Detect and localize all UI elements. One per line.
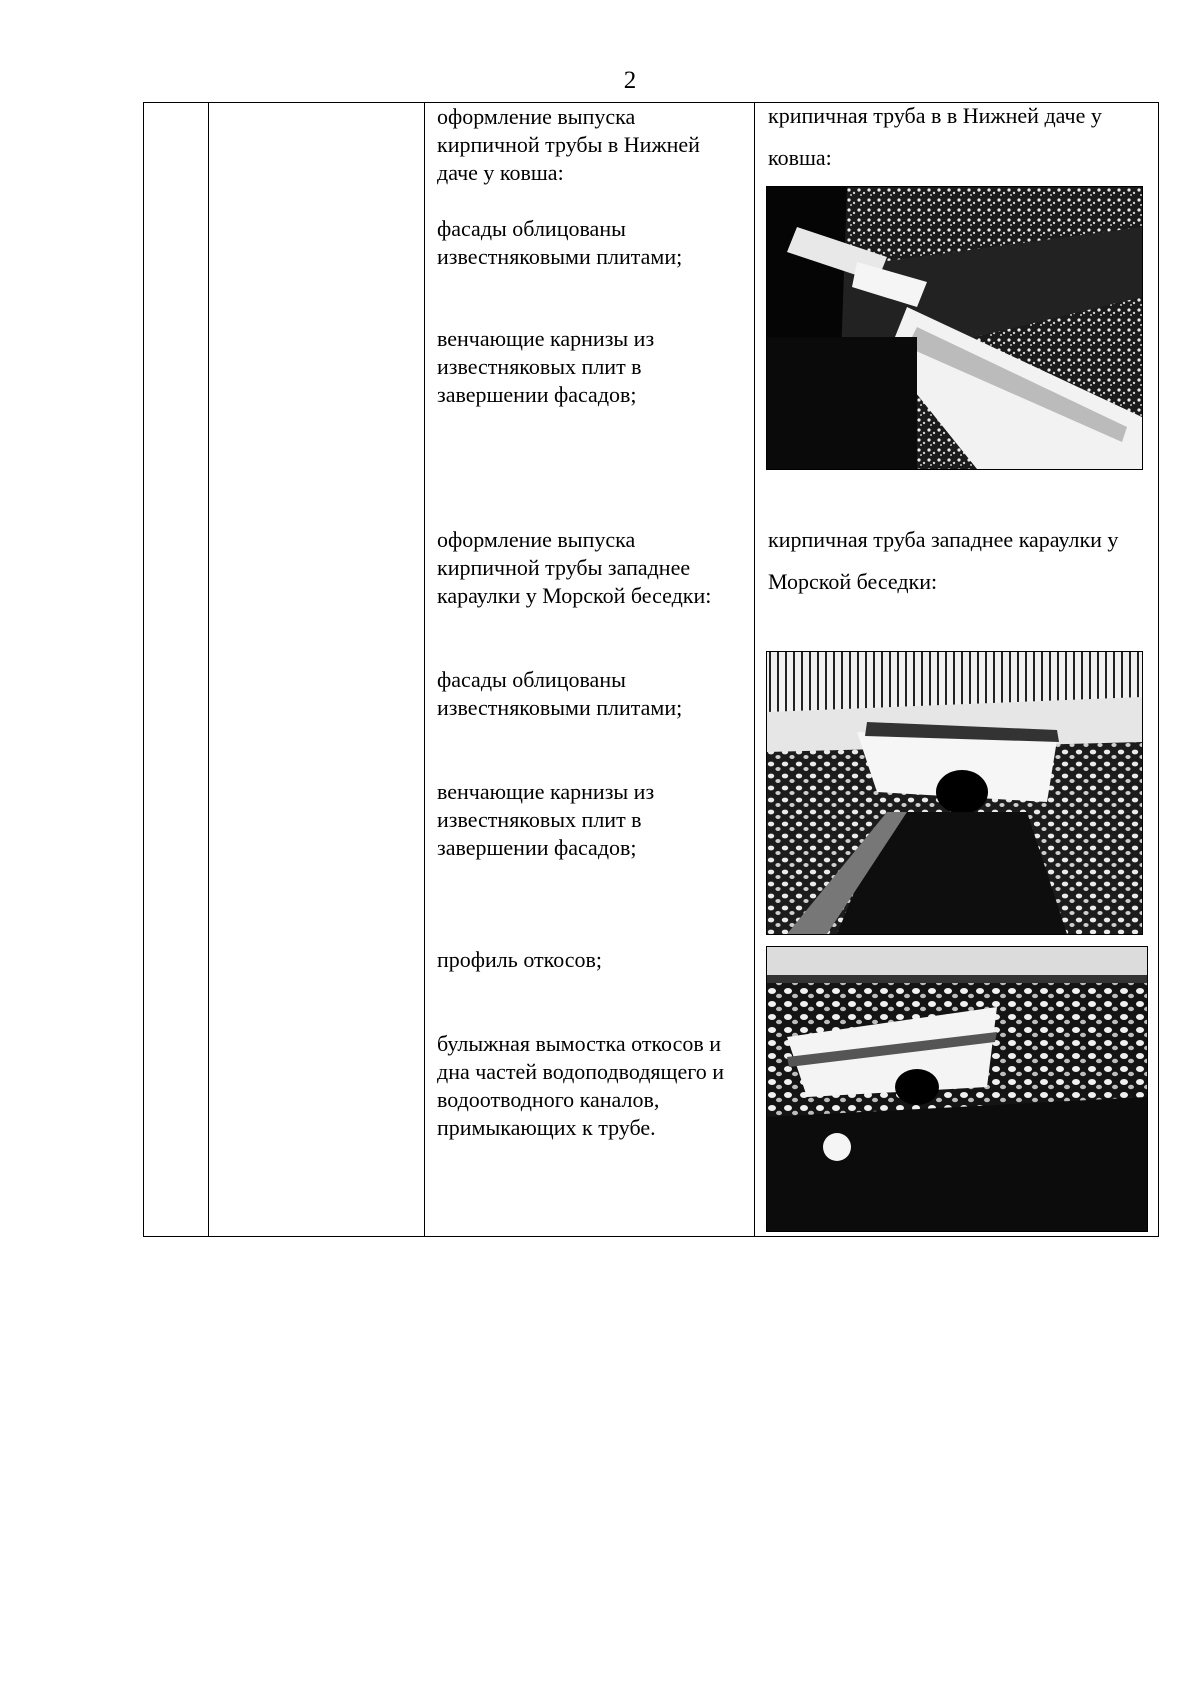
- row1-item-cornices: венчающие карнизы из известняковых плит в завершении фасадов;: [437, 326, 655, 407]
- page-number: 2: [623, 67, 637, 94]
- row2-heading: оформление выпуска кирпичной трубы западнее караулки у Морской беседки:: [437, 527, 712, 608]
- row2-item-cornices: венчающие карнизы из известняковых плит в завершении фасадов;: [437, 779, 655, 860]
- photo-pipe-lower-dacha: [766, 186, 1143, 470]
- row2-photo-caption: кирпичная труба западнее караулки у Морской беседки:: [768, 527, 1119, 594]
- column-divider-2: [424, 103, 425, 1236]
- row1-heading: оформление выпуска кирпичной трубы в Нижней даче у ковша:: [437, 104, 700, 185]
- column-divider-1: [208, 103, 209, 1236]
- row1-photo-caption: крипичная труба в в Нижней даче у ковша:: [768, 103, 1102, 170]
- row2-item-cobblestone-paving: булыжная вымостка откосов и дна частей водоподводящего и водоотводного каналов, примыкающих к трубе.: [437, 1031, 724, 1140]
- column-divider-3: [754, 103, 755, 1236]
- photo-pipe-sea-pavilion-front: [766, 651, 1143, 935]
- row1-item-facades: фасады облицованы известняковыми плитами;: [437, 216, 683, 269]
- row2-item-slope-profile: профиль откосов;: [437, 947, 603, 972]
- row2-item-facades: фасады облицованы известняковыми плитами;: [437, 667, 683, 720]
- protected-elements-table: [143, 102, 1159, 1237]
- photo-pipe-sea-pavilion-side: [766, 946, 1148, 1232]
